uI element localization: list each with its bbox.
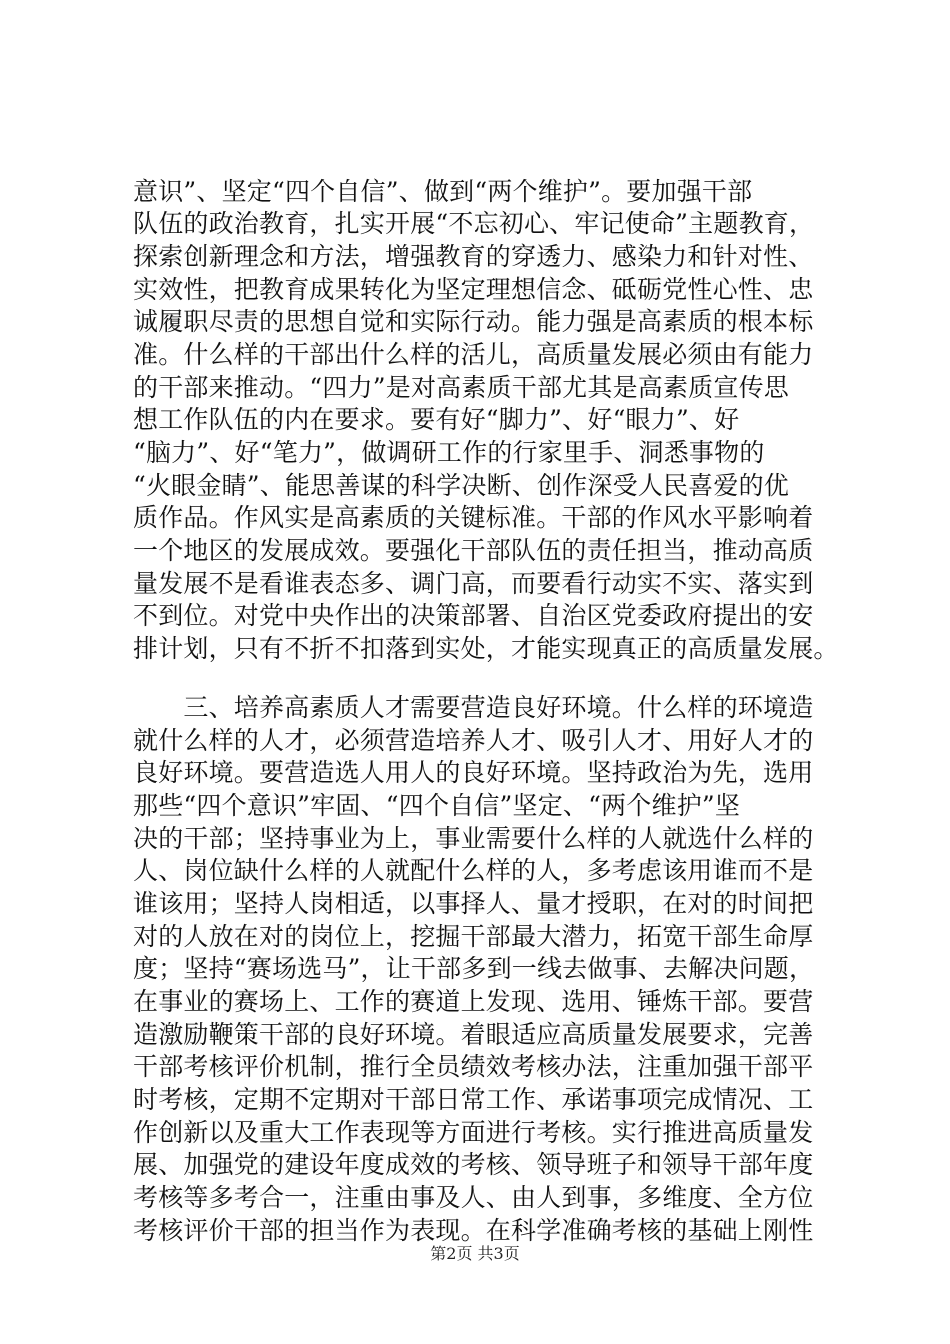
text-line: 良好环境。要营造选人用人的良好环境。坚持政治为先，选用 bbox=[133, 758, 814, 787]
text-line: 的干部来推动。“四力”是对高素质干部尤其是高素质宣传思 bbox=[133, 373, 789, 402]
text-line: 就什么样的人才，必须营造培养人才、吸引人才、用好人才的 bbox=[133, 726, 814, 755]
text-line: 量发展不是看谁表态多、调门高，而要看行动实不实、落实到 bbox=[133, 569, 814, 598]
text-line: 准。什么样的干部出什么样的活儿，高质量发展必须由有能力 bbox=[133, 340, 814, 369]
text-line: 考核评价干部的担当作为表现。在科学准确考核的基础上刚性 bbox=[133, 1216, 814, 1245]
text-line: 意识”、坚定“四个自信”、做到“两个维护”。要加强干部 bbox=[133, 177, 753, 206]
text-line: 决的干部；坚持事业为上，事业需要什么样的人就选什么样的 bbox=[133, 824, 814, 853]
text-line: 诚履职尽责的思想自觉和实际行动。能力强是高素质的根本标 bbox=[133, 307, 814, 336]
text-line: 时考核，定期不定期对干部日常工作、承诺事项完成情况、工 bbox=[133, 1085, 814, 1114]
text-line: 度；坚持“赛场选马”，让干部多到一线去做事、去解决问题， bbox=[133, 954, 815, 983]
text-line: 人、岗位缺什么样的人就配什么样的人，多考虑该用谁而不是 bbox=[133, 856, 814, 885]
text-line: 队伍的政治教育，扎实开展“不忘初心、牢记使命”主题教育， bbox=[133, 209, 815, 238]
text-line: 探索创新理念和方法，增强教育的穿透力、感染力和针对性、 bbox=[133, 242, 814, 271]
text-line: 实效性，把教育成果转化为坚定理想信念、砥砺党性心性、忠 bbox=[133, 275, 814, 304]
text-line: “脑力”、好“笔力”，做调研工作的行家里手、洞悉事物的 bbox=[133, 438, 765, 467]
text-line: 想工作队伍的内在要求。要有好“脚力”、好“眼力”、好 bbox=[133, 405, 740, 434]
text-line: 那些“四个意识”牢固、“四个自信”坚定、“两个维护”坚 bbox=[133, 791, 741, 820]
text-line: 干部考核评价机制，推行全员绩效考核办法，注重加强干部平 bbox=[133, 1052, 814, 1081]
page-number-footer: 第2页 共3页 bbox=[430, 1244, 520, 1263]
text-line: 作创新以及重大工作表现等方面进行考核。实行推进高质量发 bbox=[133, 1118, 814, 1147]
text-line: 一个地区的发展成效。要强化干部队伍的责任担当，推动高质 bbox=[133, 536, 814, 565]
text-line: 对的人放在对的岗位上，挖掘干部最大潜力，拓宽干部生命厚 bbox=[133, 922, 814, 951]
text-line: 造激励鞭策干部的良好环境。着眼适应高质量发展要求，完善 bbox=[133, 1020, 814, 1049]
text-line: 展、加强党的建设年度成效的考核、领导班子和领导干部年度 bbox=[133, 1150, 814, 1179]
text-line: 考核等多考合一，注重由事及人、由人到事，多维度、全方位 bbox=[133, 1183, 814, 1212]
paragraph-heading-line: 三、培养高素质人才需要营造良好环境。什么样的环境造 bbox=[133, 693, 814, 722]
text-line: 质作品。作风实是高素质的关键标准。干部的作风水平影响着 bbox=[133, 503, 814, 532]
text-line: “火眼金睛”、能思善谋的科学决断、创作深受人民喜爱的优 bbox=[133, 471, 789, 500]
text-line: 谁该用；坚持人岗相适，以事择人、量才授职，在对的时间把 bbox=[133, 889, 814, 918]
text-line: 排计划，只有不折不扣落到实处，才能实现真正的高质量发展。 bbox=[133, 634, 839, 663]
text-line: 在事业的赛场上、工作的赛道上发现、选用、锤炼干部。要营 bbox=[133, 987, 814, 1016]
text-line: 不到位。对党中央作出的决策部署、自治区党委政府提出的安 bbox=[133, 601, 814, 630]
